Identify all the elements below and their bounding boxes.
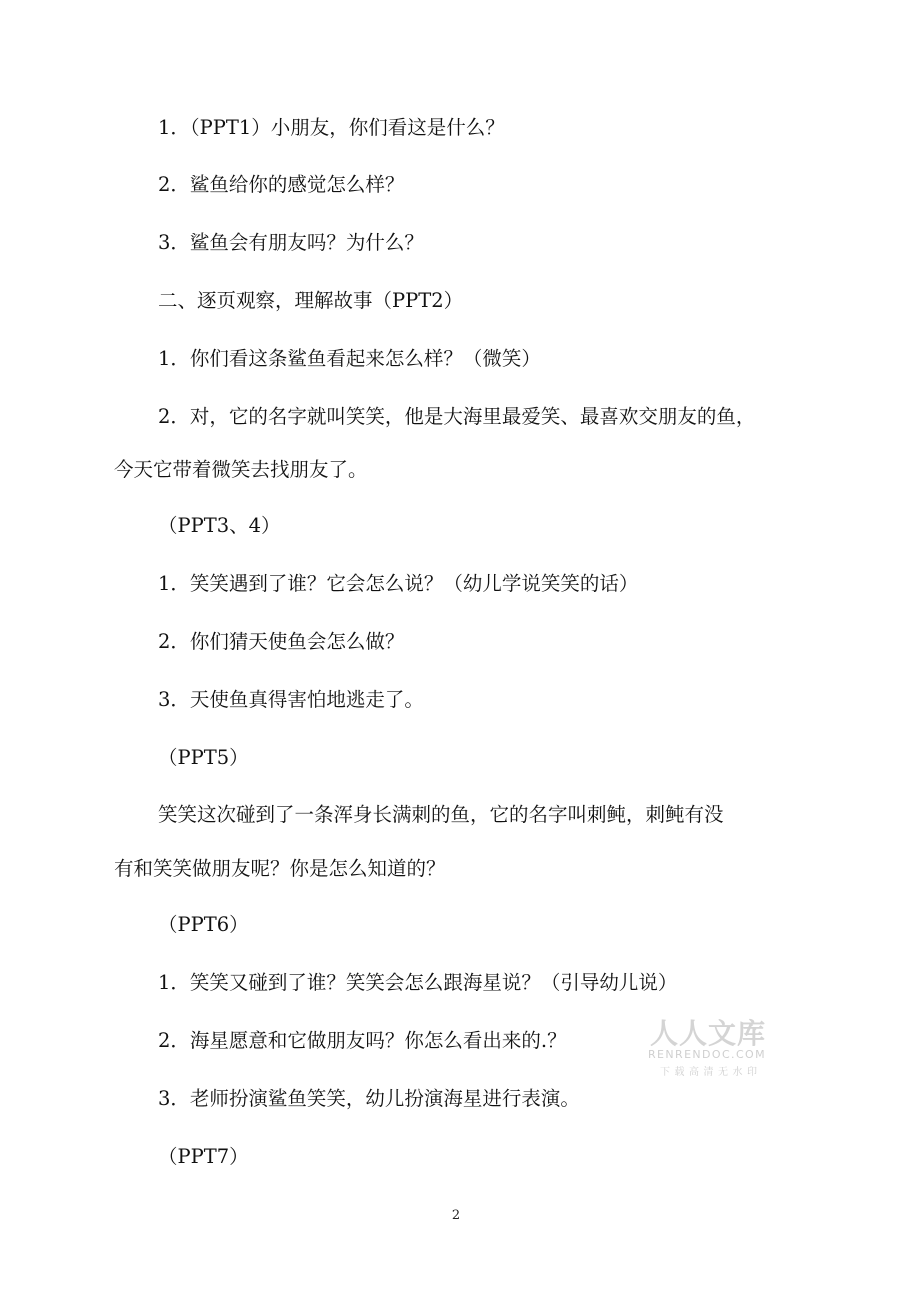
text-line: 有和笑笑做朋友呢？你是怎么知道的？ bbox=[114, 857, 446, 880]
text-line: 2．鲨鱼给你的感觉怎么样？ bbox=[158, 173, 405, 196]
page-number: 2 bbox=[451, 1208, 461, 1223]
text-line: 3．鲨鱼会有朋友吗？为什么？ bbox=[158, 231, 424, 254]
text-line: 2．对，它的名字就叫笑笑，他是大海里最爱笑、最喜欢交朋友的鱼， bbox=[158, 405, 756, 428]
text-line: 1．笑笑遇到了谁？它会怎么说？（幼儿学说笑笑的话） bbox=[158, 572, 639, 595]
text-line: （PPT5） bbox=[158, 746, 249, 769]
text-line: 3．老师扮演鲨鱼笑笑，幼儿扮演海星进行表演。 bbox=[158, 1087, 580, 1110]
text-line: （PPT6） bbox=[158, 913, 249, 936]
text-line: （PPT3、4） bbox=[158, 514, 281, 537]
text-line: 2．你们猜天使鱼会怎么做？ bbox=[158, 630, 405, 653]
text-line: 1．笑笑又碰到了谁？笑笑会怎么跟海星说？（引导幼儿说） bbox=[158, 971, 678, 994]
text-line: 2．海星愿意和它做朋友吗？你怎么看出来的.？ bbox=[158, 1029, 567, 1052]
text-line: （PPT7） bbox=[158, 1145, 249, 1168]
watermark-subtitle: 下载高清无水印 bbox=[660, 1067, 762, 1078]
watermark bbox=[640, 1012, 780, 1080]
text-line: 1．（PPT1）小朋友，你们看这是什么？ bbox=[158, 116, 505, 139]
section-heading: 二、逐页观察，理解故事（PPT2） bbox=[158, 289, 464, 312]
text-line: 今天它带着微笑去找朋友了。 bbox=[114, 458, 368, 481]
text-line: 笑笑这次碰到了一条浑身长满刺的鱼，它的名字叫刺鲀，刺鲀有没 bbox=[158, 803, 724, 826]
watermark-url: RENRENDOC.COM bbox=[648, 1048, 766, 1061]
watermark-logo-text: 人人文库 bbox=[650, 1017, 767, 1050]
text-line: 3．天使鱼真得害怕地逃走了。 bbox=[158, 688, 424, 711]
text-line: 1．你们看这条鲨鱼看起来怎么样？（微笑） bbox=[158, 347, 541, 370]
